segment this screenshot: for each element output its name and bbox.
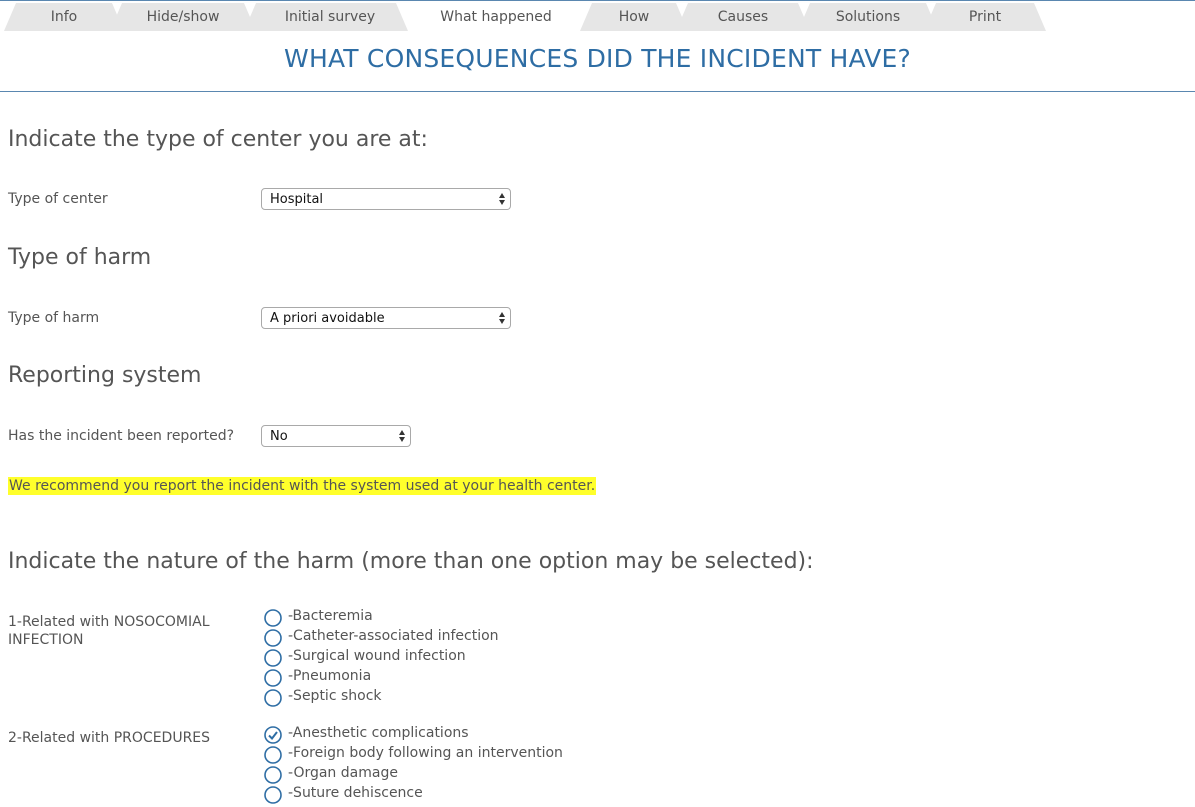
radio-unchecked-icon[interactable] <box>264 609 282 627</box>
radio-unchecked-icon[interactable] <box>264 766 282 784</box>
harm-option-label: -Suture dehiscence <box>288 785 423 801</box>
center-type-select[interactable] <box>261 188 511 210</box>
select-arrows-icon <box>398 429 406 443</box>
radio-unchecked-icon[interactable] <box>264 649 282 667</box>
reported-label: Has the incident been reported? <box>8 428 235 444</box>
center-section-title: Indicate the type of center you are at: <box>8 127 428 152</box>
harm-type-label: Type of harm <box>8 310 100 326</box>
group-procedures-label: 2-Related with PROCEDURES <box>8 730 211 746</box>
tab-initial-survey-label: Initial survey <box>284 9 376 25</box>
radio-unchecked-icon[interactable] <box>264 689 282 707</box>
tab-hide-show[interactable] <box>110 3 256 31</box>
tab-print-label: Print <box>968 9 1002 25</box>
harm-type-select[interactable] <box>261 307 511 329</box>
tab-print[interactable] <box>924 3 1046 31</box>
tab-initial-survey[interactable] <box>244 3 416 31</box>
page-title: WHAT CONSEQUENCES DID THE INCIDENT HAVE? <box>284 44 911 73</box>
center-type-value: Hospital <box>270 192 324 207</box>
nature-section-title: Indicate the nature of the harm (more than one option may be selected): <box>8 549 814 574</box>
harm-option-label: -Bacteremia <box>288 608 373 624</box>
harm-type-value: A priori avoidable <box>270 311 385 326</box>
radio-unchecked-icon[interactable] <box>264 629 282 647</box>
harm-option-label: -Pneumonia <box>288 668 372 684</box>
harm-option-label: -Catheter-associated infection <box>288 628 499 644</box>
radio-checked-icon[interactable] <box>264 726 282 744</box>
harm-option-label: -Organ damage <box>288 765 398 781</box>
tab-hide-show-label: Hide/show <box>146 9 220 25</box>
harm-section-title: Type of harm <box>8 245 152 270</box>
title-divider <box>0 91 1195 92</box>
reporting-section-title: Reporting system <box>8 363 202 388</box>
tab-what-happened[interactable] <box>396 3 596 31</box>
tab-what-happened-label: What happened <box>440 9 552 25</box>
reported-select[interactable] <box>261 425 411 447</box>
tab-causes-label: Causes <box>717 9 769 25</box>
tab-causes[interactable] <box>676 3 810 31</box>
radio-unchecked-icon[interactable] <box>264 669 282 687</box>
radio-unchecked-icon[interactable] <box>264 786 282 804</box>
report-recommendation-notice: We recommend you report the incident with the system used at your health center. <box>9 478 596 494</box>
harm-option-label: -Anesthetic complications <box>288 725 469 741</box>
select-arrows-icon <box>498 192 506 206</box>
tab-how[interactable] <box>580 3 688 31</box>
tab-solutions-label: Solutions <box>835 9 901 25</box>
harm-option-label: -Foreign body following an intervention <box>288 745 563 761</box>
tab-bar <box>0 0 1195 32</box>
harm-option-label: -Septic shock <box>288 688 382 704</box>
center-type-label: Type of center <box>8 191 108 207</box>
select-arrows-icon <box>498 311 506 325</box>
harm-option-label: -Surgical wound infection <box>288 648 466 664</box>
radio-unchecked-icon[interactable] <box>264 746 282 764</box>
tab-info-label: Info <box>50 9 78 25</box>
tab-solutions[interactable] <box>798 3 938 31</box>
tab-info[interactable] <box>4 3 124 31</box>
reported-value: No <box>270 429 288 444</box>
group-nosocomial-label: 1-Related with NOSOCOMIAL INFECTION <box>8 614 210 648</box>
tab-how-label: How <box>618 9 650 25</box>
